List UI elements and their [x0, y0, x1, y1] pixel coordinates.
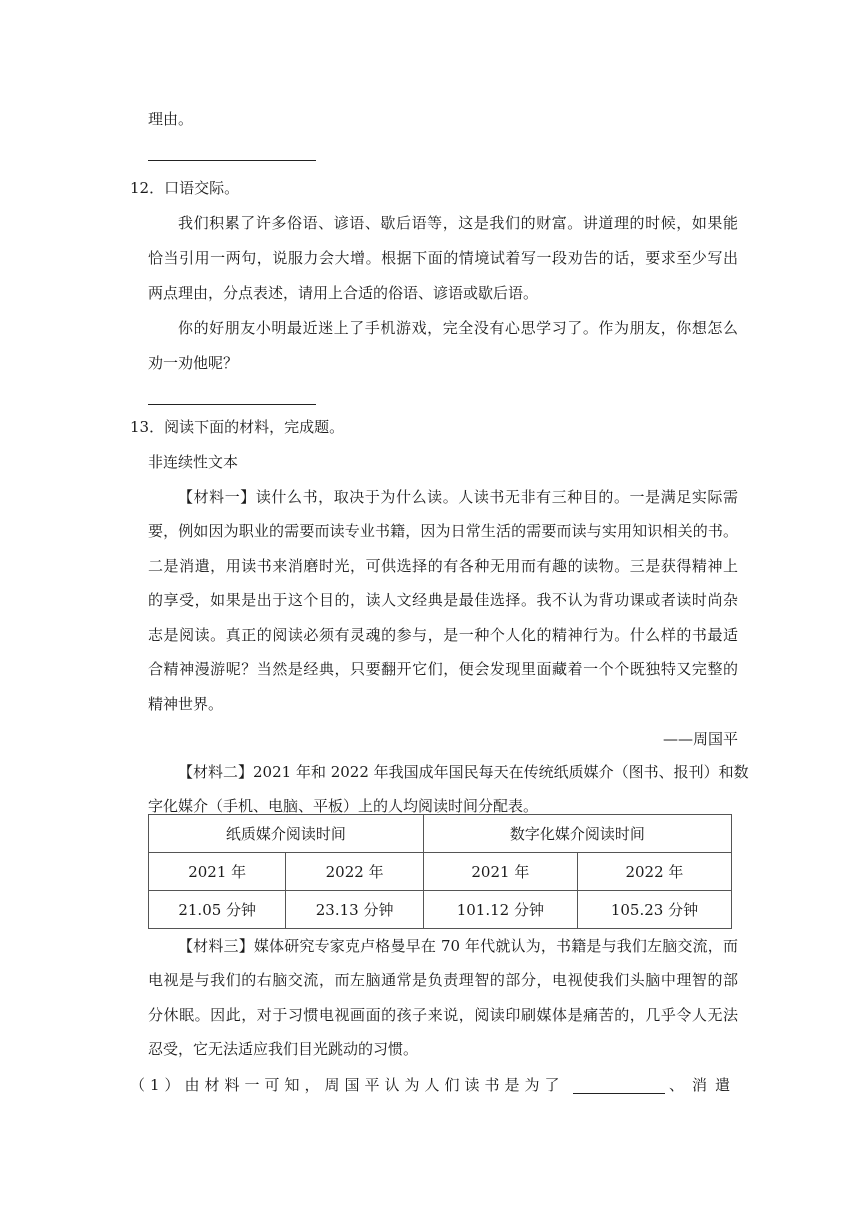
answer-blank[interactable] — [573, 1077, 665, 1094]
q13-sub1 — [130, 1074, 738, 1096]
q12-title: 12．口语交际。 — [130, 179, 240, 197]
table-row — [149, 891, 732, 929]
table-header-digital: 数字化媒介阅读时间 — [423, 815, 731, 853]
material1-line6: 合精神漫游呢？当然是经典，只要翻开它们，便会发现里面藏着一个个既独特又完整的 — [148, 660, 738, 678]
table-row — [149, 853, 732, 891]
table-cell-value: 105.23 分钟 — [577, 891, 731, 929]
answer-line[interactable] — [148, 404, 316, 405]
q12-para1-line2: 恰当引用一两句，说服力会大增。根据下面的情境试着写一段劝告的话，要求至少写出 — [148, 249, 738, 267]
material3-line4: 忍受，它无法适应我们目光跳动的习惯。 — [148, 1040, 419, 1058]
material1-line4: 的享受，如果是出于这个目的，读人文经典是最佳选择。我不认为背功课或者读时尚杂 — [148, 591, 738, 609]
material1-line1: 【材料一】读什么书，取决于为什么读。人读书无非有三种目的。一是满足实际需 — [178, 488, 738, 506]
q12-para1-line3: 两点理由，分点表述，请用上合适的俗语、谚语或歇后语。 — [148, 284, 539, 302]
q13-sub1-after: 、消遣 — [668, 1076, 738, 1094]
table-cell-value: 21.05 分钟 — [149, 891, 286, 929]
q11-tail-text: 理由。 — [148, 110, 194, 128]
q12-para2-line2: 劝一劝他呢？ — [148, 354, 239, 372]
q13-sub1-text: （1）由材料一可知，周国平认为人们读书是为了 — [130, 1076, 565, 1094]
table-cell-year: 2021 年 — [423, 853, 577, 891]
reading-time-table — [148, 814, 732, 929]
material3-line2: 电视是与我们的右脑交流，而左脑通常是负责理智的部分，电视使我们头脑中理智的部 — [148, 971, 738, 989]
table-cell-value: 23.13 分钟 — [286, 891, 423, 929]
material2-line2: 字化媒介（手机、电脑、平板）上的人均阅读时间分配表。 — [148, 797, 539, 815]
material1-line3: 二是消遣，用读书来消磨时光，可供选择的有各种无用而有趣的读物。三是获得精神上 — [148, 557, 738, 575]
table-cell-value: 101.12 分钟 — [423, 891, 577, 929]
material1-author: ——周国平 — [662, 730, 738, 748]
material1-line2: 要，例如因为职业的需要而读专业书籍，因为日常生活的需要而读与实用知识相关的书。 — [148, 522, 738, 540]
table-cell-year: 2022 年 — [577, 853, 731, 891]
material1-line5: 志是阅读。真正的阅读必须有灵魂的参与，是一种个人化的精神行为。什么样的书最适 — [148, 626, 738, 644]
table-cell-year: 2022 年 — [286, 853, 423, 891]
table-header-paper: 纸质媒介阅读时间 — [149, 815, 424, 853]
answer-line[interactable] — [148, 160, 316, 161]
material1-line7: 精神世界。 — [148, 695, 224, 713]
table-row — [149, 815, 732, 853]
q12-para1-line1: 我们积累了许多俗语、谚语、歇后语等，这是我们的财富。讲道理的时候，如果能 — [178, 214, 738, 232]
material3-line1: 【材料三】媒体研究专家克卢格曼早在 70 年代就认为，书籍是与我们左脑交流，而 — [178, 937, 738, 955]
q12-para2-line1: 你的好朋友小明最近迷上了手机游戏，完全没有心思学习了。作为朋友，你想怎么 — [178, 319, 738, 337]
q13-subtitle: 非连续性文本 — [148, 453, 239, 471]
q13-title: 13．阅读下面的材料，完成题。 — [130, 418, 345, 436]
material2-line1: 【材料二】2021 年和 2022 年我国成年国民每天在传统纸质媒介（图书、报刊）和数 — [178, 763, 749, 781]
material3-line3: 分休眠。因此，对于习惯电视画面的孩子来说，阅读印刷媒体是痛苦的，几乎令人无法 — [148, 1006, 738, 1024]
table-cell-year: 2021 年 — [149, 853, 286, 891]
